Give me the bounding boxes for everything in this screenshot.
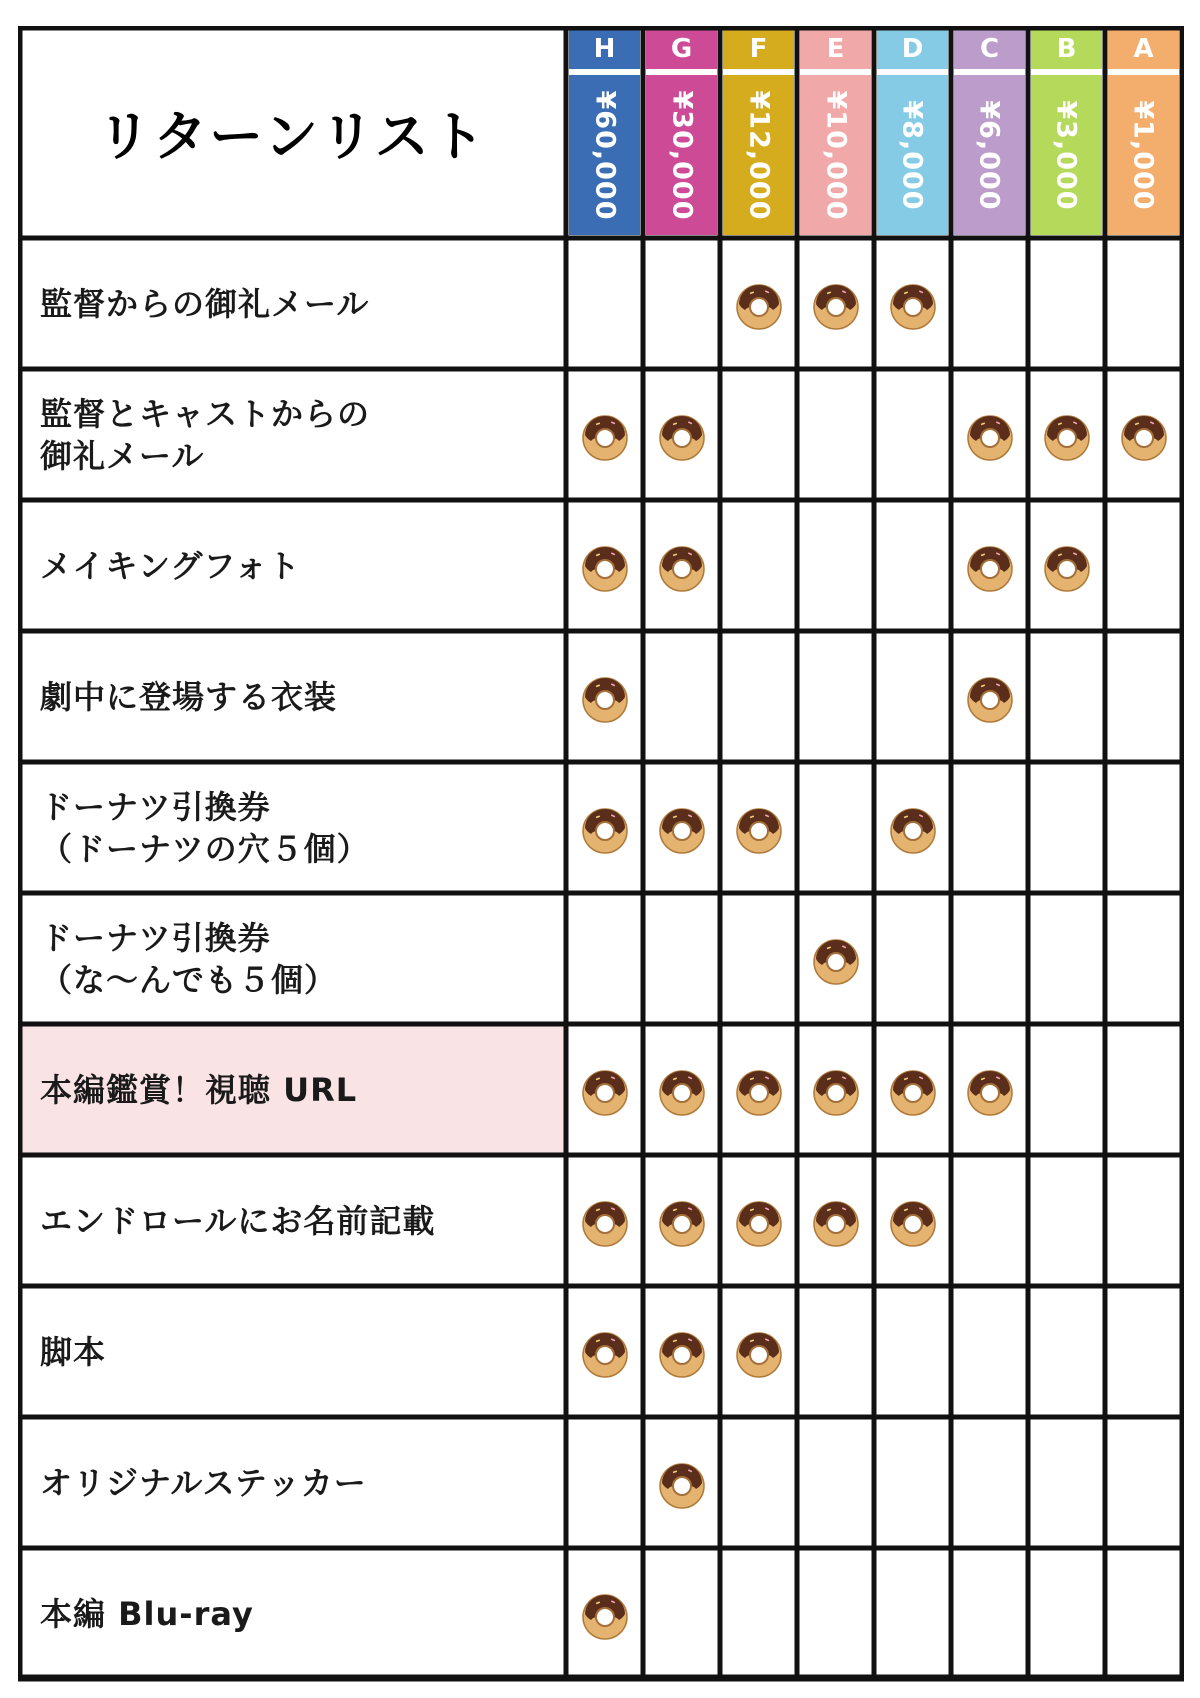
return-list-table xyxy=(18,26,1184,1686)
row-label: 脚本 xyxy=(40,1332,107,1371)
tier-letter-c: C xyxy=(954,29,1025,69)
tier-letter-f: F xyxy=(723,29,794,69)
row-label: ドーナツ引換券 xyxy=(40,918,271,957)
row-label: オリジナルステッカー xyxy=(40,1463,367,1502)
tier-letter-g: G xyxy=(646,29,717,69)
table-grid xyxy=(18,26,1184,1686)
tier-price-a: ¥1,000 xyxy=(1128,99,1160,211)
row-label: 劇中に登場する衣装 xyxy=(40,677,338,716)
row-label: 本編 Blu-ray xyxy=(40,1594,254,1633)
row-label: （ドーナツの穴５個） xyxy=(40,829,370,868)
tier-price-g: ¥30,000 xyxy=(666,90,698,220)
page-title: リターンリスト xyxy=(97,104,487,168)
tier-letter-d: D xyxy=(877,29,948,69)
row-label: 監督からの御礼メール xyxy=(40,284,370,323)
tier-letter-h: H xyxy=(569,29,640,69)
row-label: エンドロールにお名前記載 xyxy=(40,1201,436,1240)
tier-letter-b: B xyxy=(1031,29,1102,69)
row-label: 本編鑑賞！視聴 URL xyxy=(40,1070,358,1109)
tier-price-f: ¥12,000 xyxy=(743,90,775,220)
row-label: ドーナツ引換券 xyxy=(40,787,271,826)
tier-price-h: ¥60,000 xyxy=(589,90,621,220)
tier-price-c: ¥6,000 xyxy=(974,99,1006,211)
tier-price-b: ¥3,000 xyxy=(1051,99,1083,211)
tier-letter-a: A xyxy=(1108,29,1179,69)
row-label: （な〜んでも５個） xyxy=(40,960,338,999)
grid-lines xyxy=(18,26,1184,1686)
tier-letter-e: E xyxy=(800,29,871,69)
row-label: メイキングフォト xyxy=(40,546,301,585)
row-label: 監督とキャストからの xyxy=(40,394,371,433)
tier-price-e: ¥10,000 xyxy=(820,90,852,220)
tier-price-d: ¥8,000 xyxy=(897,99,929,211)
row-label: 御礼メール xyxy=(40,436,205,475)
